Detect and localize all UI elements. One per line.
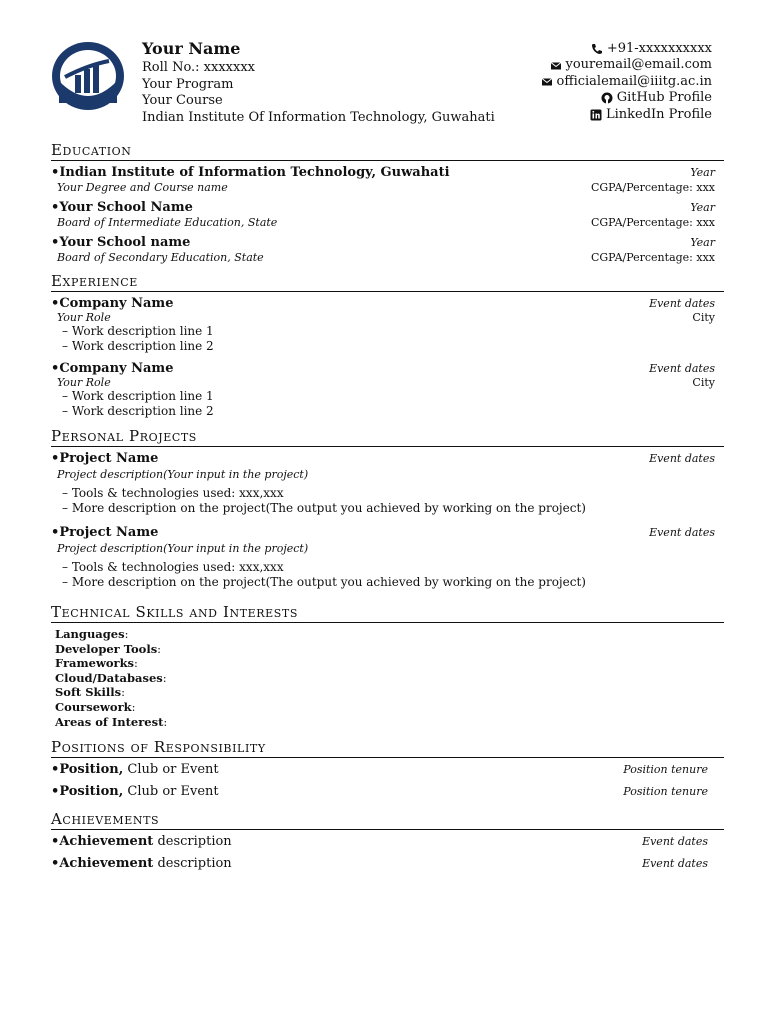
education-institution: •Your School name: [51, 235, 191, 250]
linkedin-row[interactable]: [541, 107, 713, 123]
project-dates: Event dates: [649, 526, 715, 539]
phone-icon: [591, 43, 603, 55]
institute-logo: [51, 41, 125, 111]
linkedin-icon: [590, 109, 602, 121]
envelope-icon: [550, 60, 562, 72]
email-link: youremail@email.com: [565, 57, 712, 73]
program: Your Program: [142, 76, 234, 92]
envelope-icon: [541, 76, 553, 88]
experience-entry: [51, 296, 724, 353]
linkedin-link: LinkedIn Profile: [605, 106, 712, 122]
project-name: •Project Name: [51, 451, 159, 466]
work-description: – Work description line 2: [62, 338, 214, 353]
positions-section: [51, 738, 724, 803]
phone-row[interactable]: [541, 41, 713, 57]
experience-role: Your Role: [57, 311, 111, 324]
resume-page: [51, 38, 724, 875]
institute-name: Indian Institute Of Information Technology, Guwahati: [142, 109, 495, 125]
position-role: Position,: [59, 762, 124, 778]
project-detail: – More description on the project(The output you achieved by working on the project): [62, 500, 586, 515]
skill-item: Coursework:: [55, 699, 136, 714]
education-entry: [51, 200, 724, 229]
education-entry: [51, 165, 724, 194]
projects-section: [51, 427, 724, 589]
position-org: Club or Event: [127, 784, 219, 800]
education-year: Year: [690, 236, 715, 249]
github-row[interactable]: [541, 90, 713, 106]
experience-dates: Event dates: [649, 362, 715, 375]
experience-role: Your Role: [57, 376, 111, 389]
achievements-section: [51, 810, 724, 875]
achievement-entry: •Achievement description Event dates: [51, 831, 724, 853]
achievement-head: Achievement: [59, 856, 154, 872]
company-name: •Company Name: [51, 361, 174, 376]
official-email-link: officialemail@iiitg.ac.in: [556, 73, 712, 89]
section-heading-achievements: Achievements: [51, 810, 724, 830]
email-row[interactable]: [541, 57, 713, 73]
skills-list: [51, 627, 724, 729]
roll-number: Roll No.: xxxxxxx: [142, 60, 256, 75]
project-entry: [51, 451, 724, 515]
experience-city: City: [692, 376, 715, 389]
education-score: CGPA/Percentage: xxx: [590, 216, 715, 229]
experience-city: City: [692, 311, 715, 324]
education-institution: •Indian Institute of Information Technology, Guwahati: [51, 165, 450, 180]
project-detail: – More description on the project(The output you achieved by working on the project): [62, 574, 586, 589]
achievement-head: Achievement: [59, 834, 154, 850]
work-description: – Work description line 2: [62, 403, 214, 418]
education-year: Year: [690, 201, 715, 214]
project-name: •Project Name: [51, 525, 159, 540]
github-icon: [601, 92, 613, 104]
achievement-desc: description: [157, 834, 232, 850]
skill-item: Frameworks:: [55, 656, 138, 671]
education-institution: •Your School Name: [51, 200, 193, 215]
skill-item: Soft Skills:: [55, 685, 125, 700]
education-entry: [51, 235, 724, 264]
position-org: Club or Event: [127, 762, 219, 778]
work-description: – Work description line 1: [62, 389, 214, 403]
project-entry: [51, 525, 724, 589]
experience-section: [51, 272, 724, 418]
section-heading-education: Education: [51, 141, 724, 161]
education-degree: Board of Intermediate Education, State: [57, 216, 278, 229]
skill-item: Areas of Interest:: [55, 714, 168, 729]
position-tenure: Position tenure: [623, 763, 708, 777]
candidate-name: Your Name: [142, 39, 241, 58]
project-description: Project description(Your input in the project): [57, 468, 309, 481]
position-tenure: Position tenure: [623, 785, 708, 799]
header-contacts: [541, 41, 713, 123]
achievement-entry: •Achievement description Event dates: [51, 853, 724, 875]
skill-item: Cloud/Databases:: [55, 670, 167, 685]
header-identity: [142, 38, 495, 126]
section-heading-positions: Positions of Responsibility: [51, 738, 724, 758]
education-score: CGPA/Percentage: xxx: [590, 181, 715, 194]
github-link: GitHub Profile: [616, 90, 712, 106]
resume-header: [51, 38, 724, 134]
skill-item: Developer Tools:: [55, 641, 162, 656]
position-entry: •Position, Club or Event Position tenure: [51, 781, 724, 803]
section-heading-skills: Technical Skills and Interests: [51, 603, 724, 623]
achievement-dates: Event dates: [642, 857, 708, 871]
achievement-desc: description: [157, 856, 232, 872]
phone-number: +91-xxxxxxxxxx: [606, 41, 712, 56]
official-email-row[interactable]: [541, 74, 713, 90]
work-description: – Work description line 1: [62, 324, 214, 338]
experience-entry: [51, 361, 724, 418]
position-entry: •Position, Club or Event Position tenure: [51, 759, 724, 781]
education-degree: Board of Secondary Education, State: [57, 251, 264, 264]
education-score: CGPA/Percentage: xxx: [590, 251, 715, 264]
education-section: [51, 141, 724, 264]
position-role: Position,: [59, 784, 124, 800]
skills-section: [51, 603, 724, 729]
education-degree: Your Degree and Course name: [57, 181, 228, 194]
course: Your Course: [142, 93, 223, 109]
achievement-dates: Event dates: [642, 835, 708, 849]
company-name: •Company Name: [51, 296, 174, 311]
project-detail: – Tools & technologies used: xxx,xxx: [62, 486, 284, 500]
section-heading-projects: Personal Projects: [51, 427, 724, 447]
project-detail: – Tools & technologies used: xxx,xxx: [62, 560, 284, 574]
skill-item: Languages:: [55, 627, 129, 641]
education-year: Year: [690, 166, 715, 179]
project-dates: Event dates: [649, 452, 715, 465]
section-heading-experience: Experience: [51, 272, 724, 292]
experience-dates: Event dates: [649, 297, 715, 310]
project-description: Project description(Your input in the project): [57, 542, 309, 555]
